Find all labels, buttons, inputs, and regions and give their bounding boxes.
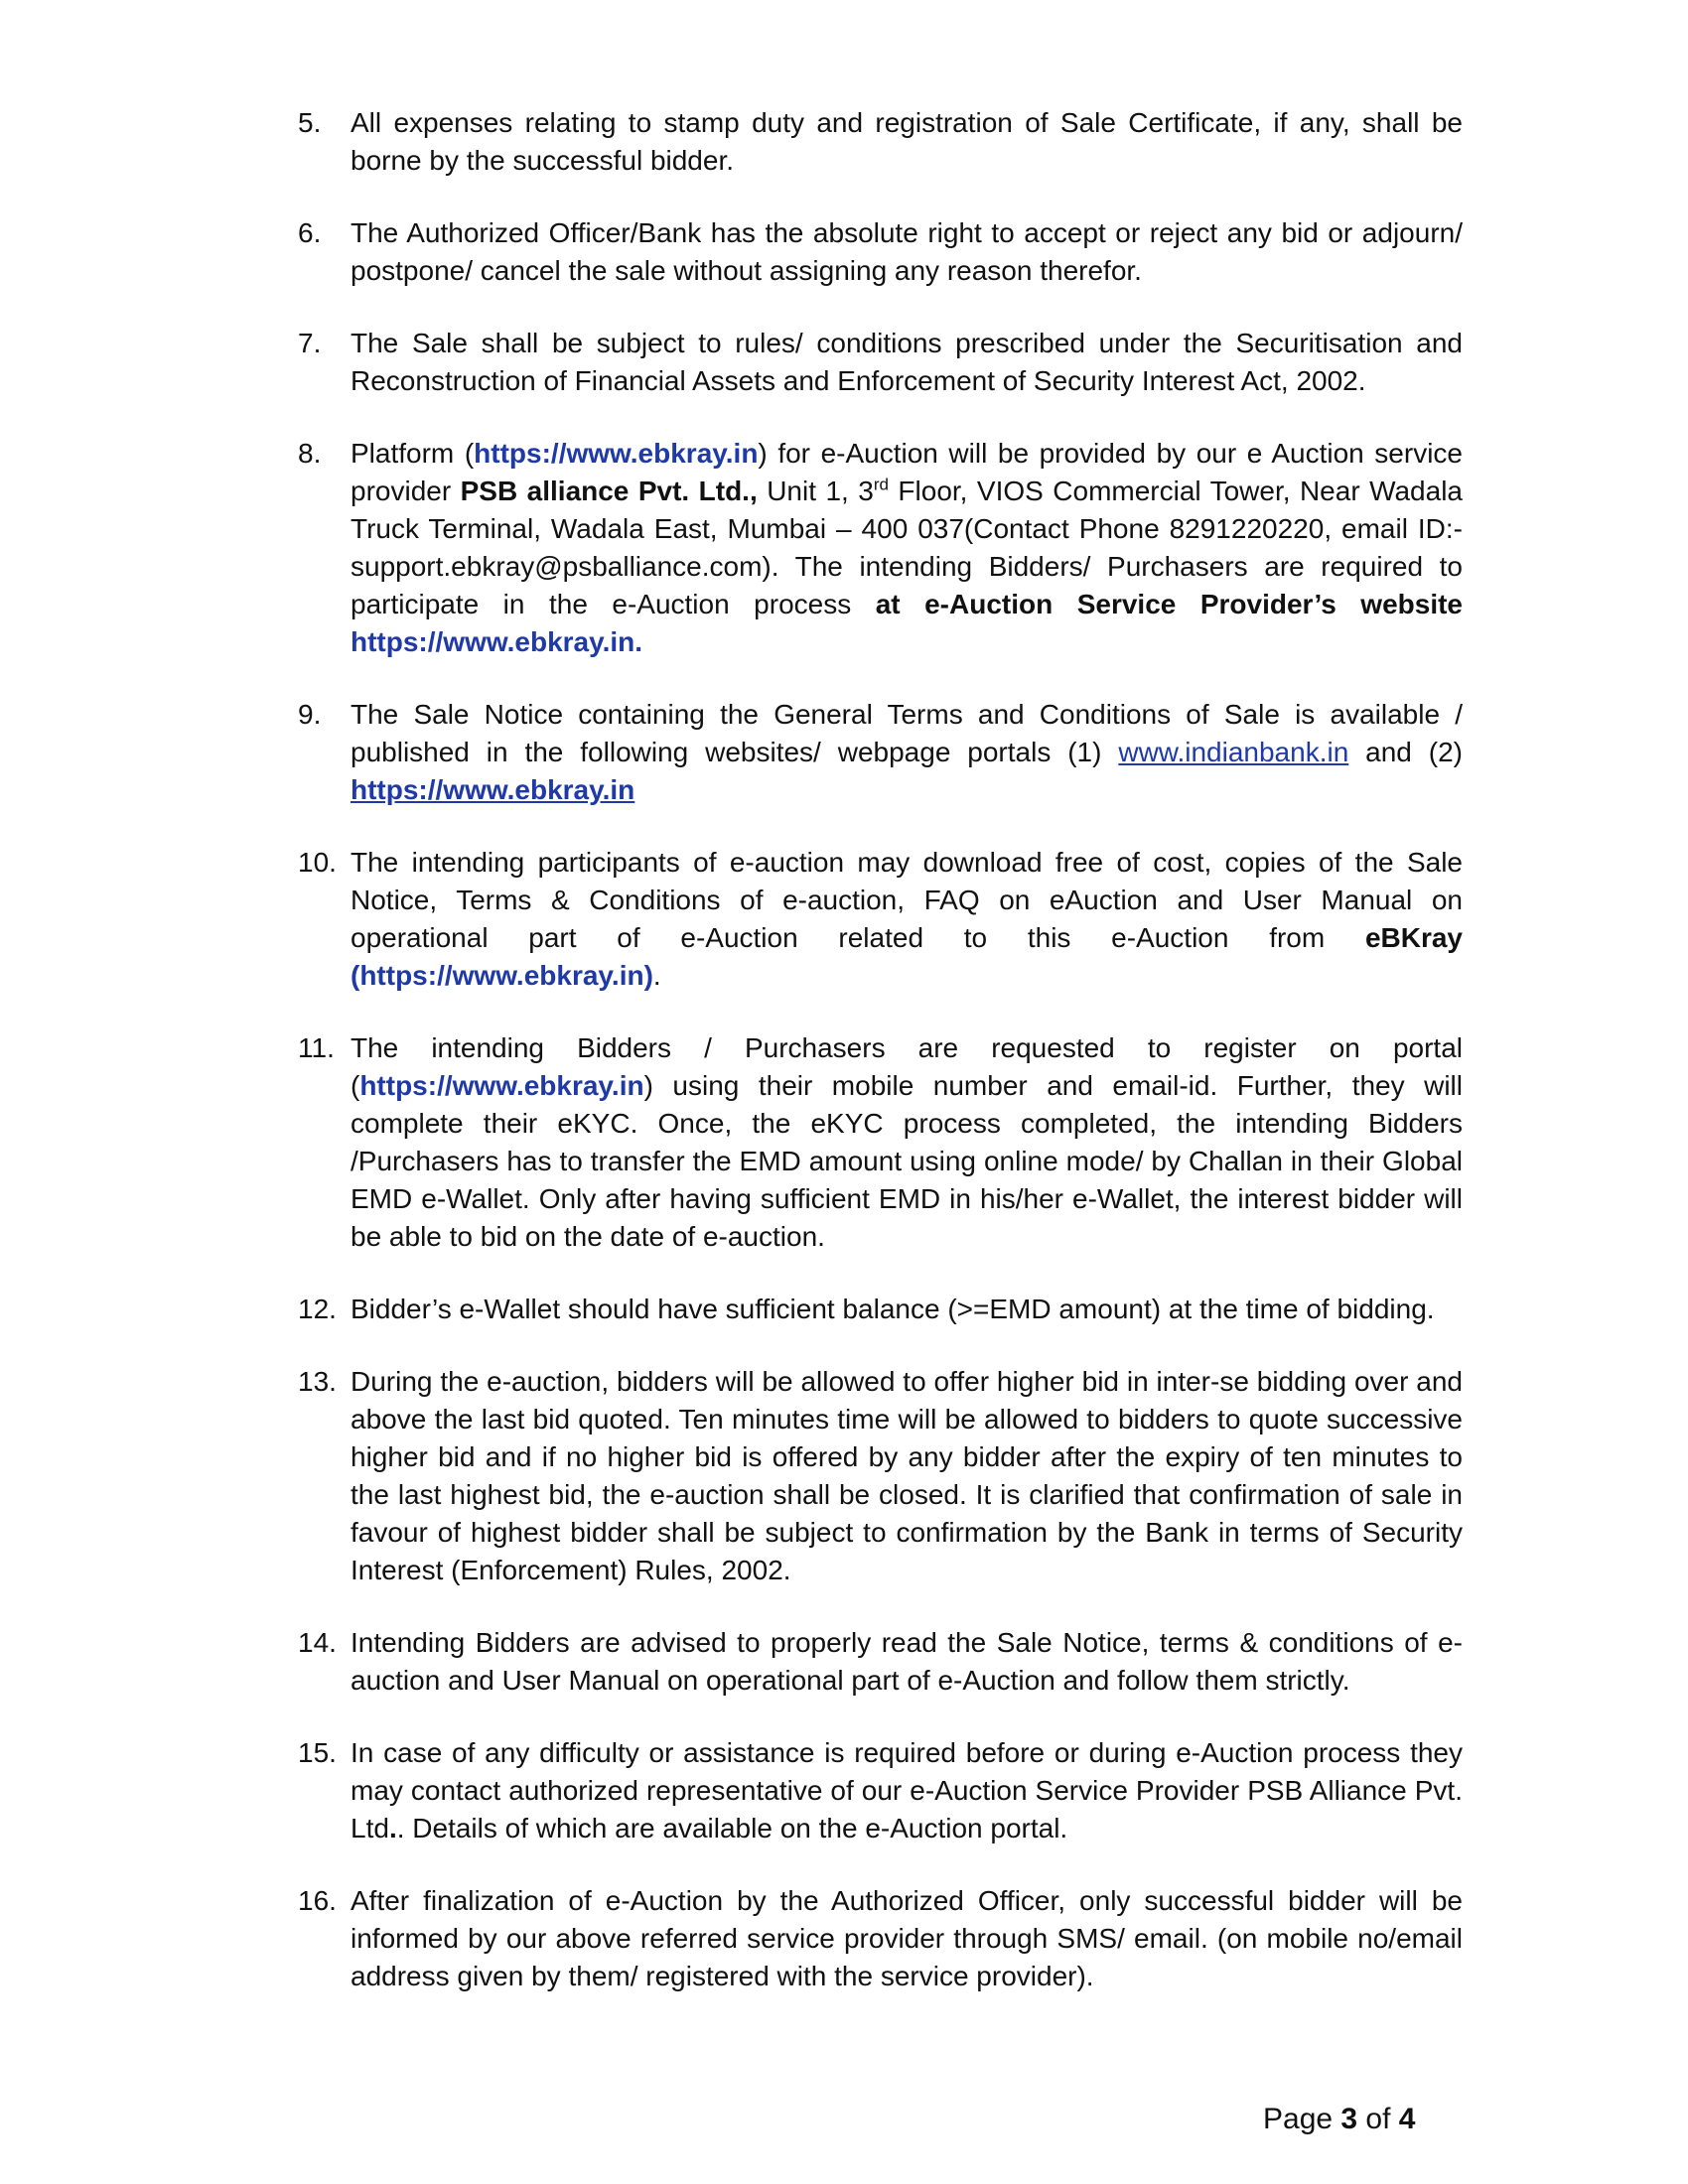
clause-6 xyxy=(298,214,1463,290)
clause-text: Intending Bidders are advised to properly read the Sale Notice, terms & conditions of e-auction and User Manual on operational part of e-Auction and follow them strictly. xyxy=(351,1627,1463,1696)
text-run: Unit 1, 3 xyxy=(757,476,874,506)
clause-text: Bidder’s e-Wallet should have sufficient balance (>=EMD amount) at the time of bidding. xyxy=(351,1294,1435,1324)
ebkray-link[interactable]: https://www.ebkray.in xyxy=(351,774,635,805)
page-number xyxy=(1263,2102,1415,2137)
bold-text: eBKray xyxy=(1364,922,1463,953)
clause-number: 14. xyxy=(298,1627,337,1658)
clause-number: 10. xyxy=(298,847,337,878)
clause-text: The Sale shall be subject to rules/ conditions prescribed under the Securitisation and Reconstruction of Financial Assets and Enforcement of Security Interest Act, 2002. xyxy=(351,328,1463,396)
clause-10 xyxy=(298,844,1463,995)
clause-number: 13. xyxy=(298,1366,337,1397)
text-run: and (2) xyxy=(1348,737,1463,767)
clause-12 xyxy=(298,1291,1463,1328)
clause-text xyxy=(351,1029,1463,1256)
ebkray-link[interactable]: https://www.ebkray.in. xyxy=(351,626,643,657)
clause-text xyxy=(351,435,1463,661)
clause-13 xyxy=(298,1363,1463,1589)
clause-8 xyxy=(298,435,1463,661)
clause-text: After finalization of e-Auction by the Authorized Officer, only successful bidder will be informed by our above referred service provider through SMS/ email. (on mobile no/email address given by them/ registered with the service provider). xyxy=(351,1885,1463,1991)
clause-number: 9. xyxy=(298,699,322,730)
document-body xyxy=(298,104,1463,2030)
page-label: of xyxy=(1357,2103,1399,2135)
clause-number: 8. xyxy=(298,438,322,469)
ebkray-link[interactable]: https://www.ebkray.in xyxy=(474,438,759,469)
clause-number: 16. xyxy=(298,1885,337,1916)
current-page: 3 xyxy=(1340,2103,1358,2135)
text-run: The intending participants of e-auction may download free of cost, copies of the Sale Notice, Terms & Conditions of e-auction, FAQ on eAuction and User Manual on operational part of e-Auction related to this e-Auction from xyxy=(351,847,1463,953)
clause-number: 11. xyxy=(298,1032,335,1063)
text-run: In case of any difficulty or assistance is required before or during e-Auction process they may contact authorized representative of our e-Auction Service Provider PSB Alliance Pvt. Ltd xyxy=(351,1737,1463,1843)
text-run: . Details of which are available on the e-Auction portal. xyxy=(396,1813,1068,1843)
text-run: . xyxy=(652,960,661,991)
text-run: The intending Bidders / Purchasers are requested to register on portal ( xyxy=(351,1032,1463,1101)
provider-name: PSB alliance Pvt. Ltd., xyxy=(460,476,758,506)
clause-7 xyxy=(298,325,1463,400)
clause-text xyxy=(351,1734,1463,1847)
clause-16 xyxy=(298,1882,1463,1995)
clause-9 xyxy=(298,696,1463,809)
clause-number: 6. xyxy=(298,217,322,248)
clause-number: 5. xyxy=(298,107,322,138)
page-label: Page xyxy=(1263,2103,1341,2135)
clause-text: During the e-auction, bidders will be allowed to offer higher bid in inter-se bidding over and above the last bid quoted. Ten minutes time will be allowed to bidders to quote successive higher bid and if no higher bid is offered by any bidder after the expiry of ten minutes to the last highest bid, the e-auction shall be closed. It is clarified that confirmation of sale in favour of highest bidder shall be subject to confirmation by the Bank in terms of Security Interest (Enforcement) Rules, 2002. xyxy=(351,1366,1463,1585)
clause-14 xyxy=(298,1624,1463,1700)
clause-11 xyxy=(298,1029,1463,1256)
clause-number: 7. xyxy=(298,328,322,358)
text-run: ) for e-Auction will be provided by our e Auction service provider xyxy=(351,438,1463,506)
clause-5 xyxy=(298,104,1463,180)
indianbank-link[interactable]: www.indianbank.in xyxy=(1118,737,1349,767)
clause-text: The Authorized Officer/Bank has the absolute right to accept or reject any bid or adjourn/ postpone/ cancel the sale without assigning any reason therefor. xyxy=(351,217,1463,286)
total-pages: 4 xyxy=(1398,2103,1416,2135)
clause-text: All expenses relating to stamp duty and registration of Sale Certificate, if any, shall be borne by the successful bidder. xyxy=(351,107,1463,176)
clause-number: 12. xyxy=(298,1294,337,1324)
bold-text: at e-Auction Service Provider’s website xyxy=(875,589,1463,619)
text-run: Platform ( xyxy=(351,438,475,469)
text-run: ) using their mobile number and email-id. Further, they will complete their eKYC. Once, the eKYC process completed, the intending Bidders /Purchasers has to transfer the EMD amount using online mode/ by Challan in their Global EMD e-Wallet. Only after having sufficient EMD in his/her e-Wallet, the interest bidder will be able to bid on the date of e-auction. xyxy=(351,1070,1463,1252)
text-run: Floor, VIOS Commercial Tower, Near Wadala Truck Terminal, Wadala East, Mumbai – 400 037(Contact Phone 8291220220, email ID:- support.ebkray@psballiance.com). The intending Bidders/ Purchasers are required to participate in the e-Auction process xyxy=(351,476,1463,619)
clause-text xyxy=(351,844,1463,995)
ebkray-link[interactable]: https://www.ebkray.in xyxy=(359,1070,644,1101)
clause-number: 15. xyxy=(298,1737,337,1768)
text-run: The Sale Notice containing the General Terms and Conditions of Sale is available / published in the following websites/ webpage portals (1) xyxy=(351,699,1463,767)
clause-15 xyxy=(298,1734,1463,1847)
clause-text xyxy=(351,696,1463,809)
bold-text: . xyxy=(388,1813,397,1843)
superscript: rd xyxy=(873,475,889,494)
ebkray-link[interactable]: (https://www.ebkray.in) xyxy=(351,960,653,991)
